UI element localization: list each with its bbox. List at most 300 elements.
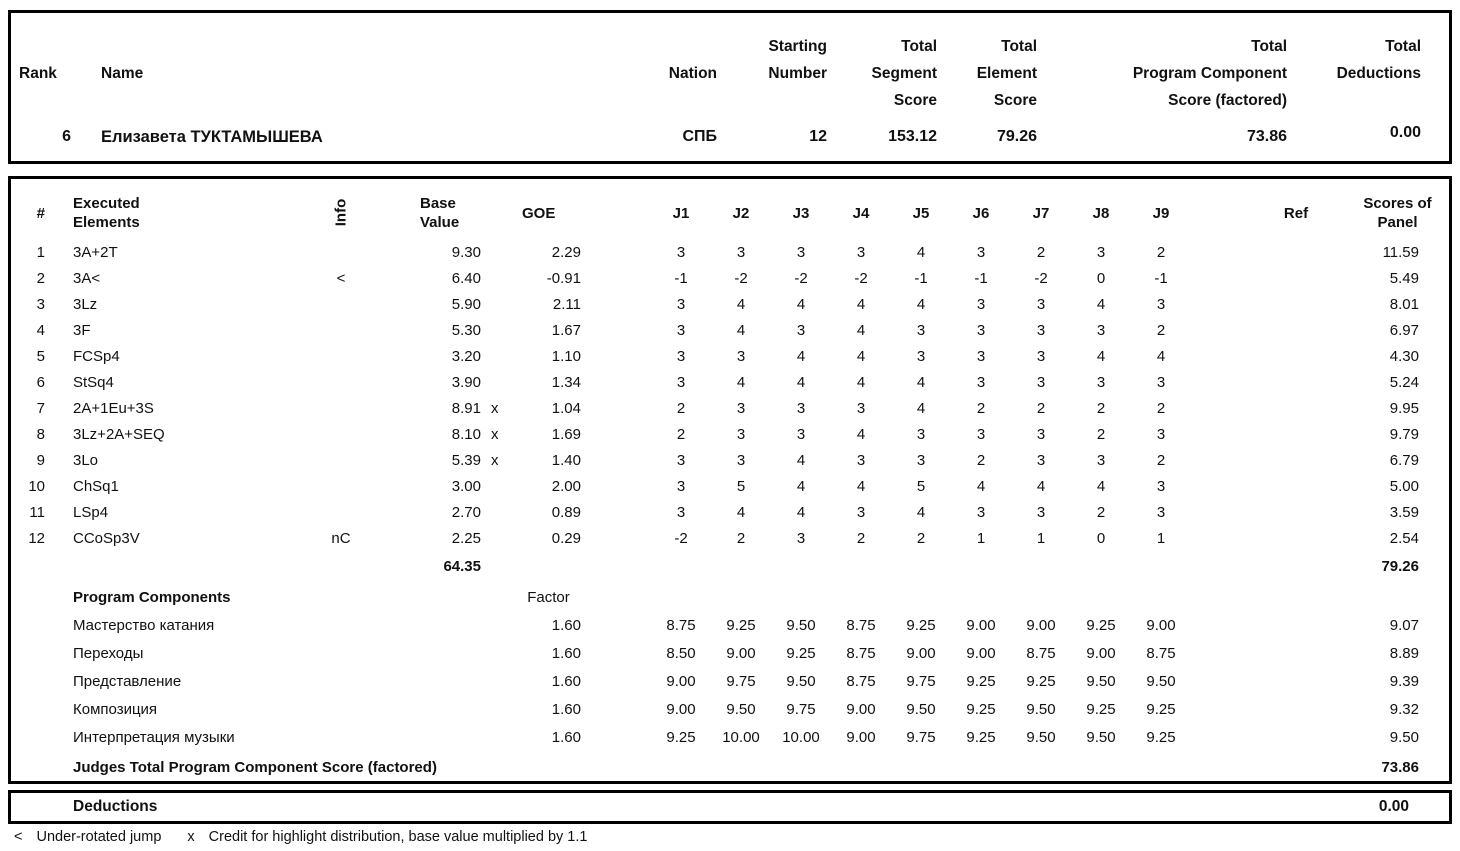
element-goe: 2.11 <box>552 295 581 313</box>
judge-score-j8: 0 <box>1096 529 1106 547</box>
under-rotated-text: Under-rotated jump <box>36 829 162 845</box>
element-row <box>11 473 1449 499</box>
component-name: Мастерство катания <box>73 616 215 634</box>
component-judge-score-j7: 8.75 <box>1026 644 1056 662</box>
element-base-value: 8.91 <box>451 399 481 417</box>
nation-column-header <box>597 33 717 114</box>
judge-score-j1: 2 <box>676 425 686 443</box>
element-name: 3Lz <box>73 295 98 313</box>
judges-detail-box <box>8 176 1452 784</box>
component-judge-score-j7: 9.25 <box>1026 672 1056 690</box>
element-number: 11 <box>29 503 45 521</box>
program-components-header-row <box>11 583 1449 611</box>
judge-score-j1: -1 <box>674 269 688 287</box>
deductions-label: Deductions <box>73 798 158 815</box>
element-number: 7 <box>36 399 45 417</box>
element-base-value: 3.00 <box>451 477 481 495</box>
component-judge-score-j8: 9.50 <box>1086 728 1116 746</box>
program-components-title: Program Components <box>73 588 231 606</box>
component-judge-score-j6: 9.25 <box>966 672 996 690</box>
judge-score-j1: 3 <box>676 243 686 261</box>
component-judge-score-j4: 9.00 <box>846 700 876 718</box>
base-value-column-header: Base Value <box>420 195 460 231</box>
component-judge-score-j2: 9.25 <box>726 616 756 634</box>
judge-score-j6: 3 <box>976 503 986 521</box>
skater-name: Елизавета ТУКТАМЫШЕВА <box>101 128 323 146</box>
element-row <box>11 317 1449 343</box>
judge-score-j5: 3 <box>916 451 926 469</box>
judge-score-j1: 3 <box>676 503 686 521</box>
component-judge-score-j5: 9.25 <box>906 616 936 634</box>
element-info: nC <box>331 529 351 547</box>
element-panel-score: 5.00 <box>1389 477 1419 495</box>
judge-score-j7: 2 <box>1036 399 1046 417</box>
judge-score-j1: 3 <box>676 373 686 391</box>
judge-score-j8: 3 <box>1096 373 1106 391</box>
judge-column-header-j3: J3 <box>792 204 810 222</box>
component-row <box>11 639 1449 667</box>
judge-score-j8: 0 <box>1096 269 1106 287</box>
judge-score-j2: 3 <box>736 243 746 261</box>
element-number: 5 <box>36 347 45 365</box>
component-judge-score-j8: 9.50 <box>1086 672 1116 690</box>
element-goe: 1.10 <box>551 347 581 365</box>
info-column-header: Info <box>332 198 350 227</box>
component-judge-score-j8: 9.25 <box>1086 616 1116 634</box>
element-panel-score: 6.97 <box>1389 321 1419 339</box>
component-judge-score-j9: 9.25 <box>1146 728 1176 746</box>
total-element-score-value: 79.26 <box>996 128 1037 145</box>
judge-score-j5: 2 <box>916 529 926 547</box>
judge-score-j7: 3 <box>1036 503 1046 521</box>
summary-header-row <box>11 33 1421 114</box>
component-judge-score-j1: 8.50 <box>666 644 696 662</box>
judge-score-j4: 3 <box>856 399 866 417</box>
component-judge-score-j5: 9.00 <box>906 644 936 662</box>
component-judge-score-j8: 9.25 <box>1086 700 1116 718</box>
judge-score-j3: -2 <box>794 269 808 287</box>
element-panel-score: 11.59 <box>1382 243 1419 261</box>
element-row <box>11 291 1449 317</box>
component-row <box>11 611 1449 639</box>
judge-score-j2: 2 <box>736 529 746 547</box>
judge-score-j2: -2 <box>734 269 748 287</box>
component-name: Представление <box>73 672 182 690</box>
total-deductions-column-header: Total Deductions <box>1336 38 1421 82</box>
judge-score-j2: 5 <box>736 477 746 495</box>
judge-score-j3: 4 <box>796 347 806 365</box>
judge-score-j7: 3 <box>1036 321 1046 339</box>
judge-score-j4: 3 <box>856 451 866 469</box>
skater-nation: СПБ <box>682 128 717 145</box>
component-factor: 1.60 <box>551 728 581 746</box>
element-row <box>11 239 1449 265</box>
program-components-rows <box>11 611 1449 751</box>
judge-score-j3: 3 <box>796 321 806 339</box>
judge-score-j4: 4 <box>856 425 866 443</box>
component-judge-score-j6: 9.25 <box>966 700 996 718</box>
element-base-value: 5.30 <box>451 321 481 339</box>
elements-table-header <box>11 187 1449 239</box>
total-element-score-column-header: Total Element Score <box>976 38 1037 109</box>
element-number: 1 <box>36 243 45 261</box>
element-base-value: 3.90 <box>451 373 481 391</box>
element-name: LSp4 <box>73 503 109 521</box>
judge-score-j6: 2 <box>976 451 986 469</box>
judge-score-j6: 2 <box>976 399 986 417</box>
judge-score-j9: 2 <box>1156 243 1166 261</box>
component-judge-score-j3: 9.25 <box>786 644 816 662</box>
judge-score-j3: 3 <box>796 529 806 547</box>
judge-score-j7: 3 <box>1036 373 1046 391</box>
element-panel-score: 8.01 <box>1389 295 1419 313</box>
judge-score-j5: 5 <box>916 477 926 495</box>
judge-score-j6: 3 <box>976 347 986 365</box>
element-base-value: 5.90 <box>451 295 481 313</box>
judge-score-j7: 3 <box>1036 425 1046 443</box>
element-row <box>11 499 1449 525</box>
total-base-value: 64.35 <box>443 557 481 575</box>
judges-total-score: 73.86 <box>1381 758 1419 776</box>
element-goe: 1.34 <box>551 373 581 391</box>
judge-score-j4: 4 <box>856 477 866 495</box>
judge-score-j5: 3 <box>916 425 926 443</box>
element-name: 3F <box>73 321 91 339</box>
rank-column-header <box>11 33 71 114</box>
under-rotated-symbol: < <box>14 829 23 845</box>
judge-score-j8: 3 <box>1096 451 1106 469</box>
factor-label: Factor <box>527 588 570 606</box>
judge-score-j9: 2 <box>1156 399 1166 417</box>
judge-score-j9: 3 <box>1156 503 1166 521</box>
component-judge-score-j6: 9.25 <box>966 728 996 746</box>
num-column-header: # <box>36 204 45 222</box>
judge-score-j6: 4 <box>976 477 986 495</box>
component-name: Композиция <box>73 700 158 718</box>
element-name: 3Lz+2A+SEQ <box>73 425 165 443</box>
element-number: 3 <box>36 295 45 313</box>
component-judge-score-j3: 10.00 <box>782 728 820 746</box>
element-panel-score: 9.79 <box>1389 425 1419 443</box>
total-component-score-column-header: Total Program Component Score (factored) <box>1132 38 1287 109</box>
component-panel-score: 9.07 <box>1389 616 1419 634</box>
element-goe: 2.00 <box>551 477 581 495</box>
component-factor: 1.60 <box>551 700 581 718</box>
component-judge-score-j6: 9.00 <box>966 644 996 662</box>
element-base-value: 2.25 <box>451 529 481 547</box>
judge-score-j2: 4 <box>736 295 746 313</box>
element-base-value: 5.39 <box>451 451 481 469</box>
element-row <box>11 421 1449 447</box>
component-name: Переходы <box>73 644 144 662</box>
judge-score-j9: 2 <box>1156 321 1166 339</box>
component-judge-score-j9: 9.25 <box>1146 700 1176 718</box>
element-panel-score: 9.95 <box>1389 399 1419 417</box>
judge-score-j7: 3 <box>1036 295 1046 313</box>
element-base-value: 8.10 <box>451 425 481 443</box>
judge-score-j1: -2 <box>674 529 688 547</box>
result-summary-box <box>8 10 1452 164</box>
judge-score-j5: 3 <box>916 347 926 365</box>
nation-label: Nation <box>668 65 717 82</box>
element-panel-score: 3.59 <box>1389 503 1419 521</box>
component-factor: 1.60 <box>551 616 581 634</box>
judges-total-row <box>11 753 1449 781</box>
judge-column-header-j8: J8 <box>1092 204 1110 222</box>
element-goe: 1.67 <box>551 321 581 339</box>
element-base-value: 9.30 <box>451 243 481 261</box>
element-panel-score: 6.79 <box>1389 451 1419 469</box>
scores-of-panel-column-header: Scores of Panel <box>1363 195 1432 231</box>
element-number: 8 <box>36 425 45 443</box>
element-goe: 1.40 <box>551 451 581 469</box>
judge-score-j6: 3 <box>976 295 986 313</box>
component-panel-score: 8.89 <box>1389 644 1419 662</box>
judge-score-j8: 2 <box>1096 399 1106 417</box>
element-number: 6 <box>36 373 45 391</box>
judge-score-j9: 2 <box>1156 451 1166 469</box>
judge-score-j3: 4 <box>796 503 806 521</box>
judge-score-j5: 4 <box>916 373 926 391</box>
judge-score-j1: 3 <box>676 295 686 313</box>
judge-score-j9: -1 <box>1154 269 1168 287</box>
judge-score-j3: 3 <box>796 399 806 417</box>
element-panel-score: 5.24 <box>1389 373 1419 391</box>
element-base-value: 6.40 <box>451 269 481 287</box>
element-name: 2A+1Eu+3S <box>73 399 154 417</box>
judge-score-j2: 4 <box>736 503 746 521</box>
element-row <box>11 369 1449 395</box>
skater-result-row <box>11 124 1421 147</box>
element-name: ChSq1 <box>73 477 119 495</box>
judge-score-j4: 4 <box>856 295 866 313</box>
element-row <box>11 525 1449 551</box>
judge-score-j8: 2 <box>1096 425 1106 443</box>
judge-score-j4: 4 <box>856 373 866 391</box>
element-row <box>11 395 1449 421</box>
element-row <box>11 265 1449 291</box>
component-judge-score-j4: 8.75 <box>846 644 876 662</box>
element-goe: 1.04 <box>551 399 581 417</box>
judge-score-j5: 4 <box>916 399 926 417</box>
skater-starting-number: 12 <box>809 128 827 145</box>
judge-score-j5: -1 <box>914 269 928 287</box>
deductions-value: 0.00 <box>1378 798 1409 815</box>
total-segment-score-column-header: Total Segment Score <box>871 38 937 109</box>
component-judge-score-j2: 9.00 <box>726 644 756 662</box>
total-segment-score-value: 153.12 <box>888 128 937 145</box>
component-judge-score-j5: 9.75 <box>906 728 936 746</box>
judge-score-j1: 3 <box>676 477 686 495</box>
component-judge-score-j1: 9.00 <box>666 700 696 718</box>
component-judge-score-j4: 8.75 <box>846 672 876 690</box>
element-row <box>11 447 1449 473</box>
judge-score-j9: 3 <box>1156 477 1166 495</box>
element-x-credit: x <box>491 425 499 443</box>
judge-score-j4: 3 <box>856 243 866 261</box>
judge-score-j5: 3 <box>916 321 926 339</box>
component-judge-score-j9: 9.50 <box>1146 672 1176 690</box>
component-judge-score-j5: 9.50 <box>906 700 936 718</box>
rank-label: Rank <box>19 65 57 82</box>
total-element-score-panel: 79.26 <box>1381 557 1419 575</box>
name-label: Name <box>101 65 144 82</box>
judge-score-j8: 4 <box>1096 295 1106 313</box>
element-goe: 1.69 <box>551 425 581 443</box>
component-row <box>11 695 1449 723</box>
component-panel-score: 9.39 <box>1389 672 1419 690</box>
judge-score-j8: 4 <box>1096 477 1106 495</box>
judge-score-j3: 3 <box>796 425 806 443</box>
judge-score-j1: 3 <box>676 451 686 469</box>
judge-score-j8: 2 <box>1096 503 1106 521</box>
executed-elements-rows <box>11 239 1449 551</box>
judge-score-j6: 3 <box>976 321 986 339</box>
component-judge-score-j3: 9.50 <box>786 616 816 634</box>
judge-score-j9: 3 <box>1156 295 1166 313</box>
judge-score-j2: 4 <box>736 373 746 391</box>
credit-symbol: x <box>187 829 195 845</box>
judge-score-j6: 3 <box>976 373 986 391</box>
component-judge-score-j1: 9.25 <box>666 728 696 746</box>
judge-score-j4: -2 <box>854 269 868 287</box>
component-judge-score-j6: 9.00 <box>966 616 996 634</box>
judge-score-j5: 4 <box>916 295 926 313</box>
judge-score-j2: 3 <box>736 399 746 417</box>
judges-total-label: Judges Total Program Component Score (factored) <box>73 758 437 776</box>
total-deductions-value: 0.00 <box>1389 124 1421 141</box>
element-goe: -0.91 <box>546 269 581 287</box>
judge-score-j8: 3 <box>1096 321 1106 339</box>
judge-score-j9: 3 <box>1156 373 1166 391</box>
judge-score-j6: -1 <box>974 269 988 287</box>
element-panel-score: 2.54 <box>1389 529 1419 547</box>
judge-score-j9: 3 <box>1156 425 1166 443</box>
component-judge-score-j8: 9.00 <box>1086 644 1116 662</box>
element-name: FCSp4 <box>73 347 120 365</box>
component-judge-score-j7: 9.50 <box>1026 728 1056 746</box>
component-judge-score-j3: 9.50 <box>786 672 816 690</box>
judge-score-j8: 4 <box>1096 347 1106 365</box>
judge-score-j7: 4 <box>1036 477 1046 495</box>
element-row <box>11 343 1449 369</box>
judge-score-j8: 3 <box>1096 243 1106 261</box>
judge-score-j4: 3 <box>856 503 866 521</box>
judge-score-j6: 1 <box>976 529 986 547</box>
judge-column-header-j1: J1 <box>672 204 690 222</box>
judge-score-j7: 2 <box>1036 243 1046 261</box>
credit-text: Credit for highlight distribution, base value multiplied by 1.1 <box>208 829 588 845</box>
component-judge-score-j4: 9.00 <box>846 728 876 746</box>
name-column-header <box>71 33 597 114</box>
element-name: 3A< <box>73 269 101 287</box>
component-factor: 1.60 <box>551 672 581 690</box>
component-judge-score-j2: 9.75 <box>726 672 756 690</box>
judge-score-j9: 1 <box>1156 529 1166 547</box>
element-base-value: 3.20 <box>451 347 481 365</box>
element-panel-score: 4.30 <box>1389 347 1419 365</box>
component-judge-score-j9: 9.00 <box>1146 616 1176 634</box>
judge-score-j2: 3 <box>736 425 746 443</box>
component-row <box>11 667 1449 695</box>
judge-column-header-j2: J2 <box>732 204 750 222</box>
judge-score-j6: 3 <box>976 243 986 261</box>
element-name: 3A+2T <box>73 243 118 261</box>
judge-score-j2: 3 <box>736 451 746 469</box>
element-goe: 0.89 <box>551 503 581 521</box>
judge-column-header-j5: J5 <box>912 204 930 222</box>
element-name: 3Lo <box>73 451 99 469</box>
judge-score-j5: 4 <box>916 243 926 261</box>
element-x-credit: x <box>491 451 499 469</box>
component-judge-score-j7: 9.50 <box>1026 700 1056 718</box>
total-component-score-value: 73.86 <box>1246 128 1287 145</box>
element-number: 10 <box>28 477 45 495</box>
judge-score-j3: 3 <box>796 243 806 261</box>
goe-column-header: GOE <box>522 204 556 222</box>
starting-number-column-header: Starting Number <box>768 38 827 82</box>
judge-column-header-j6: J6 <box>972 204 990 222</box>
elements-totals-row <box>11 553 1449 579</box>
judge-score-j7: -2 <box>1034 269 1048 287</box>
judge-column-header-j7: J7 <box>1032 204 1050 222</box>
judge-score-j3: 4 <box>796 451 806 469</box>
component-name: Интерпретация музыки <box>73 728 235 746</box>
element-name: StSq4 <box>73 373 114 391</box>
judge-score-j7: 3 <box>1036 347 1046 365</box>
judge-score-j6: 3 <box>976 425 986 443</box>
judge-score-j4: 4 <box>856 347 866 365</box>
judge-score-j7: 3 <box>1036 451 1046 469</box>
judge-score-j4: 2 <box>856 529 866 547</box>
component-judge-score-j1: 9.00 <box>666 672 696 690</box>
component-factor: 1.60 <box>551 644 581 662</box>
deductions-box <box>8 790 1452 824</box>
judge-score-j1: 3 <box>676 347 686 365</box>
component-judge-score-j3: 9.75 <box>786 700 816 718</box>
element-number: 2 <box>36 269 45 287</box>
judge-score-j3: 4 <box>796 477 806 495</box>
component-judge-score-j5: 9.75 <box>906 672 936 690</box>
judge-column-header-j4: J4 <box>852 204 870 222</box>
judge-score-j1: 2 <box>676 399 686 417</box>
component-judge-score-j2: 10.00 <box>722 728 760 746</box>
element-number: 9 <box>36 451 45 469</box>
component-panel-score: 9.32 <box>1389 700 1419 718</box>
element-goe: 0.29 <box>551 529 581 547</box>
component-judge-score-j7: 9.00 <box>1026 616 1056 634</box>
executed-elements-column-header: Executed Elements <box>73 195 140 231</box>
legend-footnote <box>14 829 587 845</box>
component-judge-score-j9: 8.75 <box>1146 644 1176 662</box>
element-x-credit: x <box>491 399 499 417</box>
element-info: < <box>336 269 346 287</box>
element-number: 4 <box>36 321 45 339</box>
skater-rank: 6 <box>62 128 71 145</box>
judge-score-j2: 4 <box>736 321 746 339</box>
element-number: 12 <box>28 529 45 547</box>
judge-score-j5: 4 <box>916 503 926 521</box>
element-goe: 2.29 <box>551 243 581 261</box>
element-name: CCoSp3V <box>73 529 140 547</box>
judge-score-j4: 4 <box>856 321 866 339</box>
judge-score-j2: 3 <box>736 347 746 365</box>
component-row <box>11 723 1449 751</box>
element-panel-score: 5.49 <box>1389 269 1419 287</box>
ref-column-header: Ref <box>1283 204 1309 222</box>
judge-score-j1: 3 <box>676 321 686 339</box>
judge-score-j3: 4 <box>796 373 806 391</box>
